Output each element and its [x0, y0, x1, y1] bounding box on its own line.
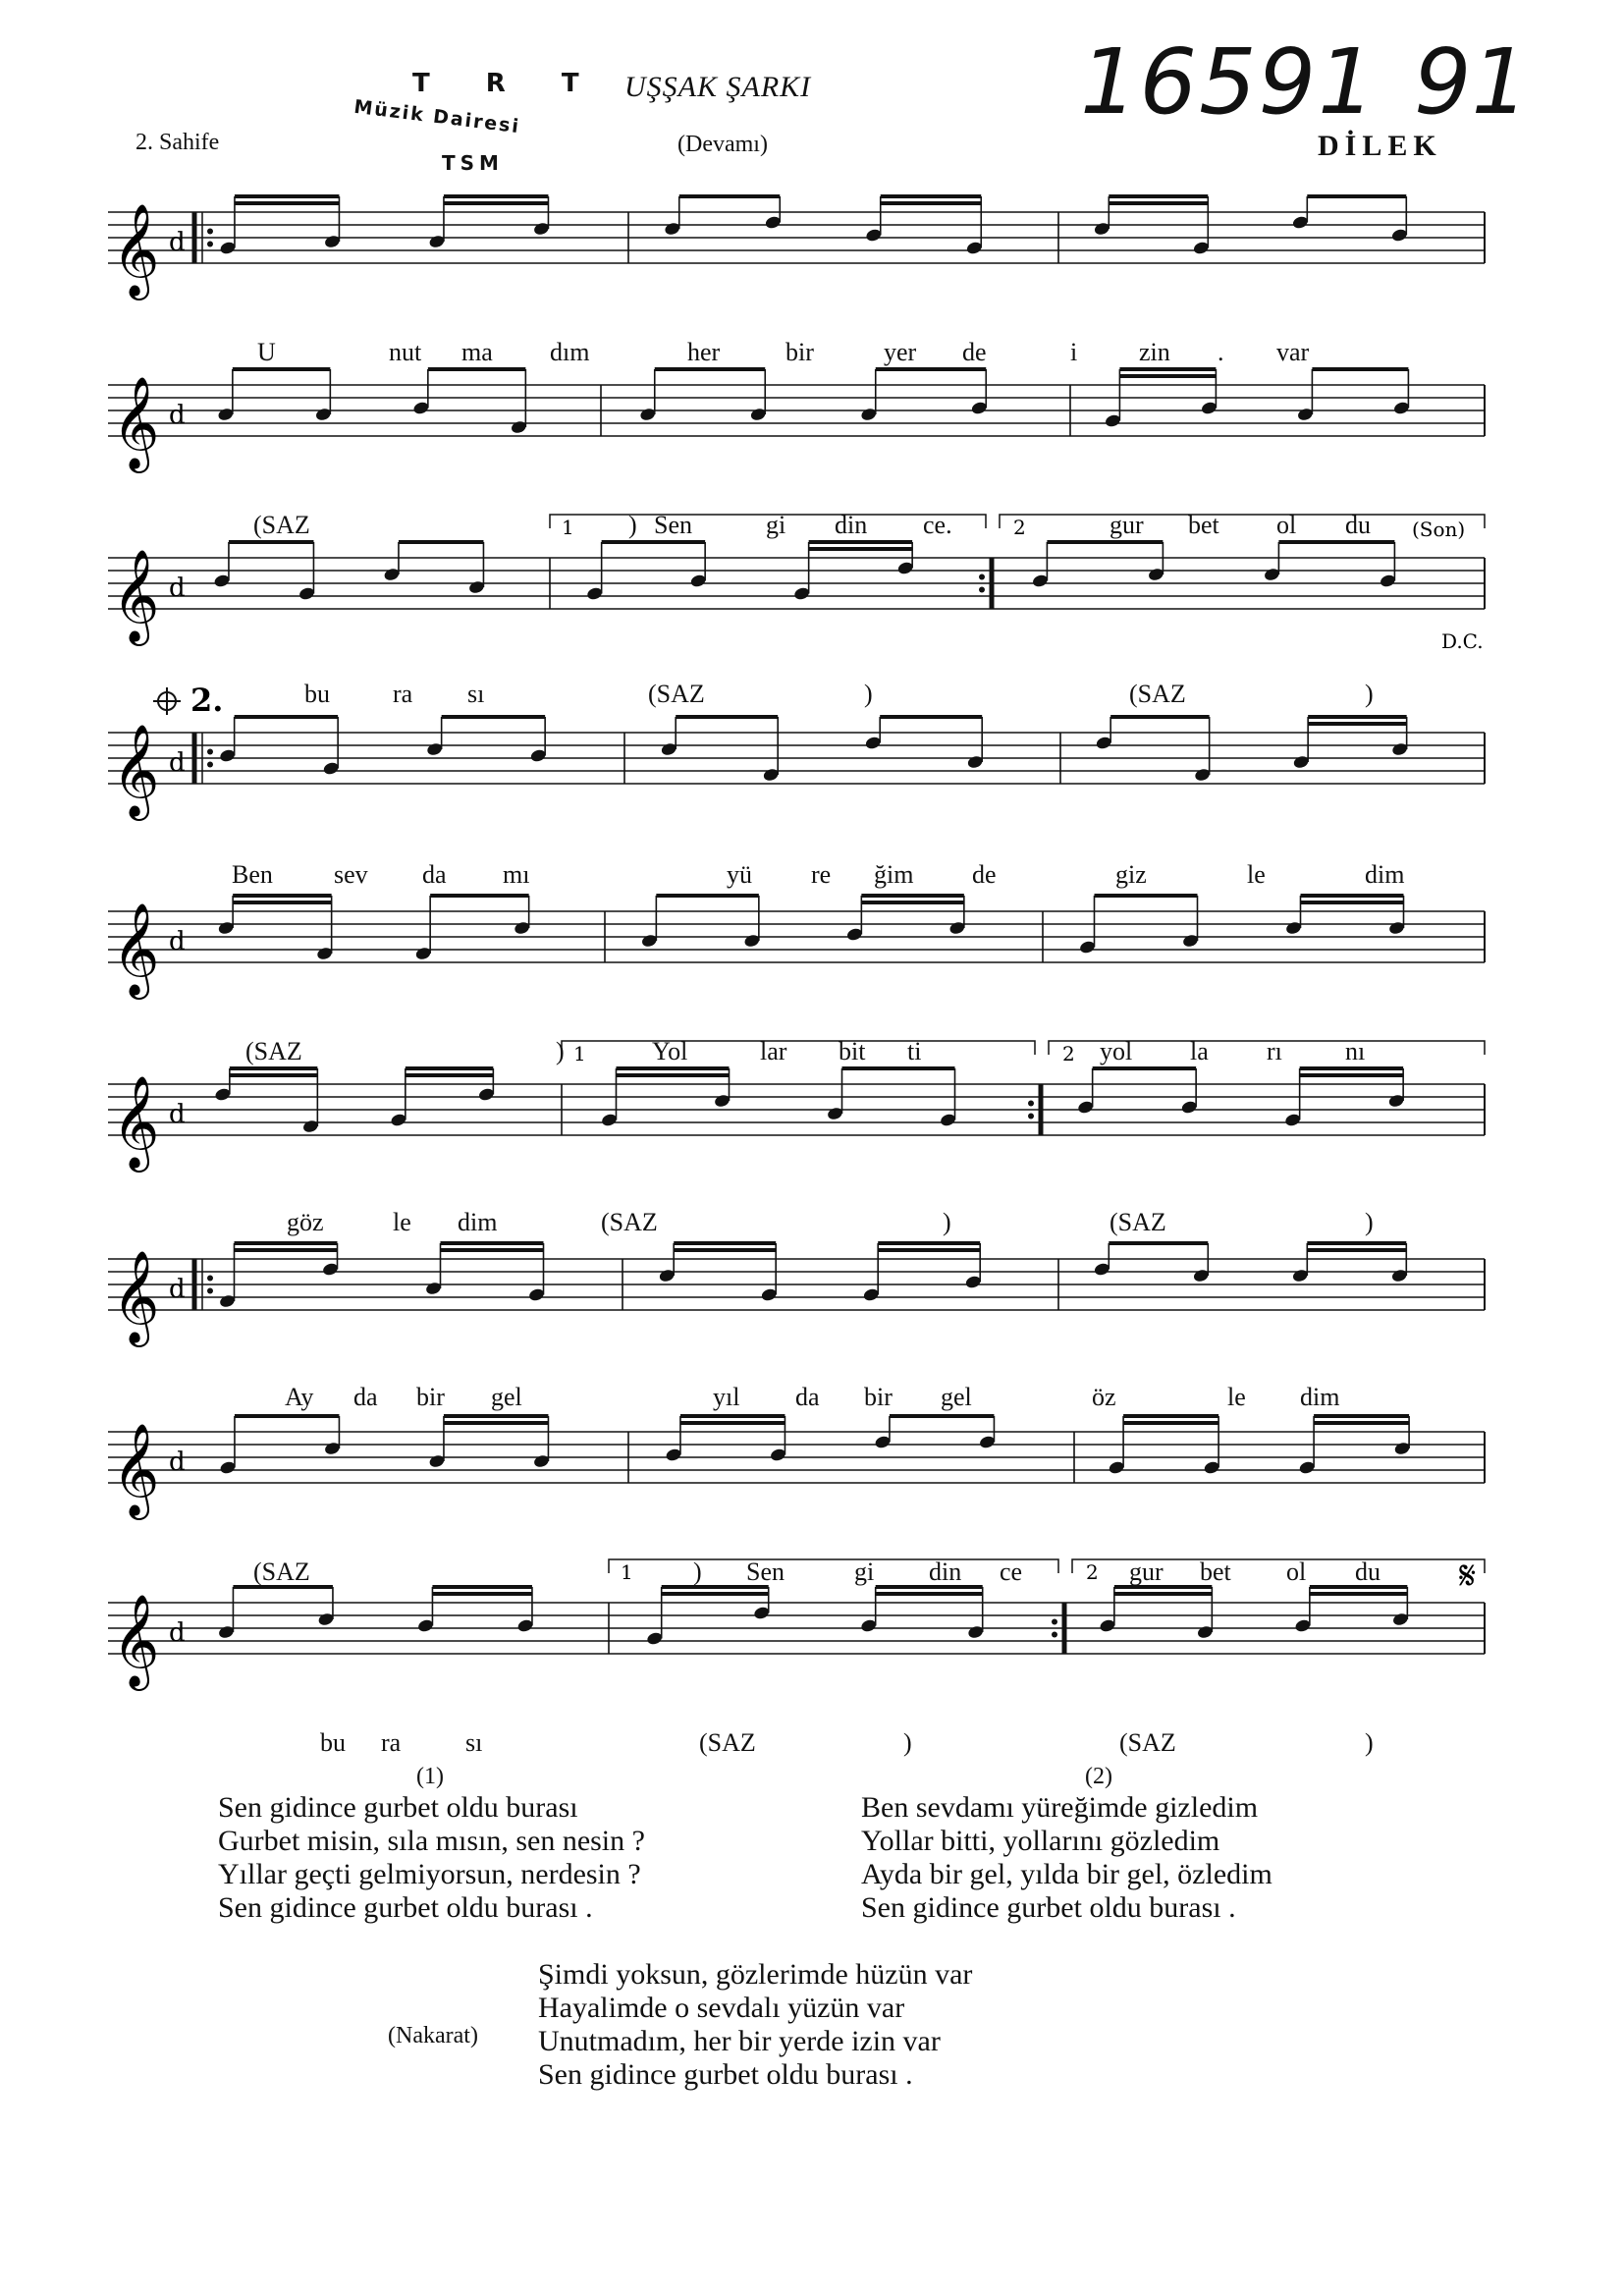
treble-clef-icon: 𝄞 [112, 203, 160, 297]
lyric-syllable: sı [467, 680, 485, 708]
lyric-syllable: bir [864, 1383, 893, 1411]
lyric-syllable: U [257, 338, 276, 366]
lyric-syllable: ra [393, 680, 413, 708]
time-signature-icon: d [169, 927, 186, 956]
lyric-syllable: her [687, 338, 721, 366]
lyric-syllable: (SAZ [648, 680, 705, 708]
ending-2-label: 2 [1013, 516, 1026, 539]
verse-2-line: Ben sevdamı yüreğimde gizledim [861, 1791, 1259, 1824]
lyric-syllable: gel [491, 1383, 522, 1411]
lyric-syllable: gi [854, 1557, 875, 1586]
verse-2-line: Ayda bir gel, yılda bir gel, özledim [861, 1858, 1272, 1890]
lyric-syllable: ti [907, 1037, 922, 1065]
staff-system [108, 1594, 1485, 1691]
repeat-dot [207, 749, 213, 755]
lyric-syllable: . [1218, 338, 1224, 366]
repeat-dot [1052, 1632, 1057, 1638]
lyric-syllable: ) [556, 1037, 565, 1065]
lyric-syllable: le [1247, 860, 1266, 889]
treble-clef-icon: 𝄞 [112, 902, 160, 996]
staff-system [108, 902, 1485, 1000]
verse-2-line: Sen gidince gurbet oldu burası . [861, 1891, 1236, 1924]
lyric-syllable: zin [1139, 338, 1170, 366]
ending-1-label: 1 [573, 1042, 586, 1065]
lyric-syllable: bir [785, 338, 814, 366]
lyric-syllable: (SAZ [699, 1728, 756, 1757]
stamp-line-2: Müzik Dairesi [352, 95, 522, 138]
lyric-syllable: ) [628, 511, 637, 539]
lyric-syllable: de [972, 860, 997, 889]
lyric-syllable: re [811, 860, 832, 889]
lyric-syllable: sı [465, 1728, 483, 1757]
lyric-syllable: bet [1200, 1557, 1231, 1586]
lyric-syllable: gur [1110, 511, 1144, 539]
lyric-syllable: le [393, 1208, 411, 1236]
repeat-dot [207, 229, 213, 235]
lyric-syllable: ma [461, 338, 493, 366]
time-signature-icon: d [169, 1447, 186, 1477]
treble-clef-icon: 𝄞 [112, 1075, 160, 1169]
lyric-syllable: ğim [874, 860, 914, 889]
lyric-syllable: Ben [232, 860, 273, 889]
repeat-dot [1052, 1619, 1057, 1625]
lyric-syllable: ol [1276, 511, 1297, 539]
lyric-syllable: i [1070, 338, 1078, 366]
lyric-syllable: din [835, 511, 868, 539]
ending-1-label: 1 [621, 1560, 633, 1584]
lyric-syllable: gi [766, 511, 786, 539]
repeat-dot [207, 1288, 213, 1294]
lyric-syllable: da [422, 860, 447, 889]
lyric-syllable: öz [1092, 1383, 1116, 1411]
lyric-syllable: ce. [923, 511, 952, 539]
lyric-syllable: (SAZ [1119, 1728, 1176, 1757]
lyric-syllable: gur [1129, 1557, 1164, 1586]
continued-label: (Devamı) [677, 132, 768, 157]
ending-2-label: 2 [1062, 1042, 1075, 1065]
staff-system [108, 1423, 1485, 1520]
time-signature-icon: d [169, 1100, 186, 1129]
verse-1-line: Yıllar geçti gelmiyorsun, nerdesin ? [218, 1858, 641, 1890]
nakarat-line: Şimdi yoksun, gözlerimde hüzün var [538, 1958, 973, 1991]
lyric-syllable: ) [943, 1208, 951, 1236]
lyric-syllable: nut [389, 338, 422, 366]
repeat-dot [979, 587, 985, 593]
ending-1-bracket [609, 1559, 1058, 1573]
son-label: (Son) [1412, 518, 1466, 541]
handwritten-code: 91 [1414, 29, 1530, 135]
lyric-syllable: rı [1267, 1037, 1282, 1065]
time-signature-icon: d [169, 228, 186, 257]
lyric-syllable: ) [1365, 680, 1374, 708]
ending-1-bracket [562, 1041, 1035, 1055]
lyric-syllable: (SAZ [253, 511, 310, 539]
lyric-syllable: ra [381, 1728, 402, 1757]
lyric-syllable: bu [304, 680, 330, 708]
lyric-syllable: (SAZ [245, 1037, 302, 1065]
verse-1-line: Sen gidince gurbet oldu burası . [218, 1891, 593, 1924]
treble-clef-icon: 𝄞 [112, 724, 160, 817]
verse-2 [861, 1791, 1272, 1925]
lyric-syllable: da [353, 1383, 378, 1411]
verse-1 [218, 1791, 645, 1925]
lyric-syllable: (SAZ [253, 1557, 310, 1586]
lyric-syllable: da [795, 1383, 820, 1411]
lyric-syllable: de [962, 338, 987, 366]
lyric-syllable: ) [1365, 1208, 1374, 1236]
repeat-dot [207, 1276, 213, 1282]
lyric-syllable: bir [416, 1383, 445, 1411]
lyric-syllable: dım [550, 338, 590, 366]
nakarat-label: (Nakarat) [388, 2023, 478, 2048]
lyric-syllable: ) [1365, 1728, 1374, 1757]
handwritten-archive-number: 16591 [1080, 29, 1378, 135]
verse-1-line: Gurbet misin, sıla mısın, sen nesin ? [218, 1825, 645, 1857]
stamp-line-1: T R T [412, 69, 603, 98]
lyric-syllable: Yol [652, 1037, 688, 1065]
lyric-syllable: ce [1000, 1557, 1023, 1586]
treble-clef-icon: 𝄞 [112, 376, 160, 469]
lyric-syllable: du [1355, 1557, 1380, 1586]
song-name: DİLEK [1318, 130, 1442, 162]
ending-2-label: 2 [1086, 1560, 1099, 1584]
lyric-syllable: bit [839, 1037, 866, 1065]
song-form-title: UŞŞAK ŞARKI [624, 71, 812, 103]
verse-2-line: Yollar bitti, yollarını gözledim [861, 1825, 1220, 1857]
ending-1-label: 1 [562, 516, 574, 539]
verse-1-number: (1) [416, 1764, 444, 1789]
lyric-syllable: Sen [654, 511, 692, 539]
lyric-syllable: (SAZ [1129, 680, 1186, 708]
lyric-syllable: Sen [746, 1557, 785, 1586]
nakarat-line: Sen gidince gurbet oldu burası . [538, 2058, 913, 2091]
segno-icon: 𝄋 [1459, 1554, 1477, 1599]
lyric-syllable: gel [941, 1383, 972, 1411]
time-signature-icon: d [169, 574, 186, 603]
lyric-syllable: yer [884, 338, 917, 366]
lyric-syllable: (SAZ [601, 1208, 658, 1236]
verse-1-line: Sen gidince gurbet oldu burası [218, 1791, 578, 1824]
lyric-syllable: Ay [285, 1383, 314, 1411]
lyric-syllable: nı [1345, 1037, 1366, 1065]
lyric-syllable: (SAZ [1110, 1208, 1166, 1236]
repeat-dot [1028, 1101, 1034, 1107]
lyric-syllable: bu [320, 1728, 346, 1757]
lyric-syllable: bet [1188, 511, 1219, 539]
lyric-syllable: yü [727, 860, 752, 889]
stamp-line-3: TSM [442, 151, 504, 175]
time-signature-icon: d [169, 748, 186, 778]
treble-clef-icon: 𝄞 [112, 1423, 160, 1516]
repeat-dot [207, 762, 213, 768]
lyric-syllable: sev [334, 860, 368, 889]
lyric-syllable: giz [1115, 860, 1147, 889]
lyric-syllable: ol [1286, 1557, 1307, 1586]
lyric-syllable: le [1227, 1383, 1246, 1411]
lyric-syllable: dim [458, 1208, 498, 1236]
lyric-syllable: ) [693, 1557, 702, 1586]
lyric-syllable: lar [760, 1037, 787, 1065]
lyric-syllable: du [1345, 511, 1371, 539]
staff-system [108, 203, 1485, 300]
section-2-label: 2. [190, 682, 224, 719]
staff-system [108, 724, 1485, 821]
treble-clef-icon: 𝄞 [112, 1594, 160, 1687]
lyric-syllable: dim [1365, 860, 1405, 889]
staff-system [108, 376, 1485, 473]
nakarat-line: Hayalimde o sevdalı yüzün var [538, 1992, 905, 2024]
verse-2-number: (2) [1085, 1764, 1112, 1789]
lyric-syllable: mı [503, 860, 530, 889]
repeat-dot [207, 242, 213, 247]
lyric-syllable: göz [287, 1208, 324, 1236]
repeat-dot [979, 574, 985, 580]
lyric-syllable: yıl [713, 1383, 740, 1411]
dc-label: D.C. [1441, 629, 1484, 653]
time-signature-icon: d [169, 1275, 186, 1304]
time-signature-icon: d [169, 401, 186, 430]
nakarat [538, 1958, 972, 2092]
page-label: 2. Sahife [135, 130, 220, 155]
lyric-syllable: dim [1300, 1383, 1340, 1411]
treble-clef-icon: 𝄞 [112, 549, 160, 642]
lyric-syllable: var [1276, 338, 1310, 366]
staff-system [108, 1250, 1485, 1347]
time-signature-icon: d [169, 1618, 186, 1648]
lyric-syllable: ) [864, 680, 873, 708]
nakarat-line: Unutmadım, her bir yerde izin var [538, 2025, 941, 2057]
lyric-syllable: ) [903, 1728, 912, 1757]
lyric-syllable: la [1190, 1037, 1209, 1065]
treble-clef-icon: 𝄞 [112, 1250, 160, 1343]
lyric-syllable: din [929, 1557, 962, 1586]
repeat-dot [1028, 1114, 1034, 1120]
lyric-syllable: yol [1100, 1037, 1133, 1065]
